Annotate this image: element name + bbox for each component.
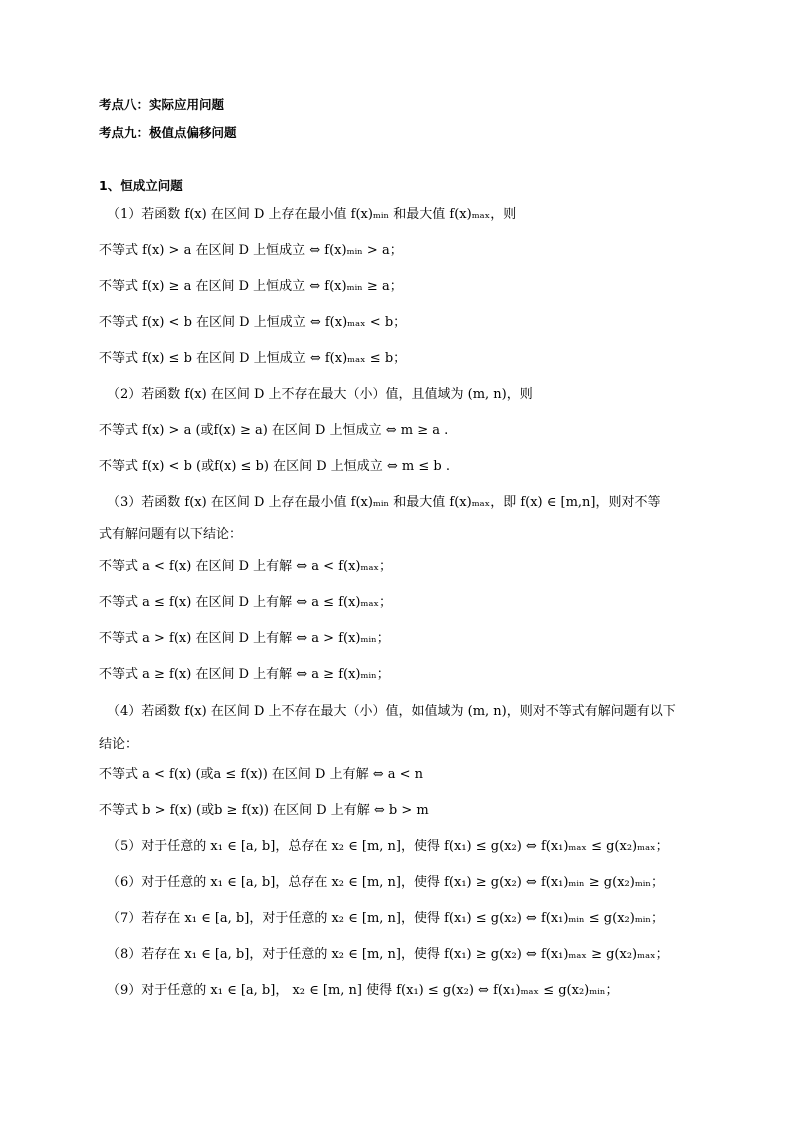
text-line: （3）若函数 f(x) 在区间 D 上存在最小值 f(x)ₘᵢₙ 和最大值 f(x)ₘₐₓ，即 f(x) ∈ [m,n]，则对不等	[107, 495, 661, 510]
text-line: 不等式 a ≤ f(x) 在区间 D 上有解 ⇔ a ≤ f(x)ₘₐₓ；	[99, 595, 392, 610]
text-line: 不等式 b > f(x) (或b ≥ f(x)) 在区间 D 上有解 ⇔ b > m	[99, 803, 429, 818]
heading-section-1: 1、恒成立问题	[99, 178, 183, 193]
text-line: 不等式 a < f(x) 在区间 D 上有解 ⇔ a < f(x)ₘₐₓ；	[99, 559, 392, 574]
text-line: （2）若函数 f(x) 在区间 D 上不存在最大（小）值，且值域为 (m, n)，则	[107, 387, 533, 402]
text-line: 不等式 f(x) < b 在区间 D 上恒成立 ⇔ f(x)ₘₐₓ < b；	[99, 315, 407, 330]
text-line: 不等式 f(x) ≤ b 在区间 D 上恒成立 ⇔ f(x)ₘₐₓ ≤ b；	[99, 351, 407, 366]
text-line: 不等式 f(x) ≥ a 在区间 D 上恒成立 ⇔ f(x)ₘᵢₙ ≥ a；	[99, 279, 403, 294]
text-line: 不等式 f(x) < b (或f(x) ≤ b) 在区间 D 上恒成立 ⇔ m ≤ b .	[99, 459, 450, 474]
text-line: （9）对于任意的 x₁ ∈ [a, b]， x₂ ∈ [m, n] 使得 f(x₁) ≤ g(x₂) ⇔ f(x₁)ₘₐₓ ≤ g(x₂)ₘᵢₙ；	[107, 983, 619, 998]
text-line: 不等式 f(x) > a 在区间 D 上恒成立 ⇔ f(x)ₘᵢₙ > a；	[99, 243, 403, 258]
text-line: （8）若存在 x₁ ∈ [a, b]，对于任意的 x₂ ∈ [m, n]，使得 f(x₁) ≥ g(x₂) ⇔ f(x₁)ₘₐₓ ≥ g(x₂)ₘₐₓ；	[107, 947, 669, 962]
text-line: （5）对于任意的 x₁ ∈ [a, b]，总存在 x₂ ∈ [m, n]，使得 f(x₁) ≤ g(x₂) ⇔ f(x₁)ₘₐₓ ≤ g(x₂)ₘₐₓ；	[107, 839, 669, 854]
text-line: 不等式 a ≥ f(x) 在区间 D 上有解 ⇔ a ≥ f(x)ₘᵢₙ；	[99, 667, 390, 682]
text-line: 不等式 a > f(x) 在区间 D 上有解 ⇔ a > f(x)ₘᵢₙ；	[99, 631, 390, 646]
text-line: 结论：	[99, 737, 139, 752]
text-line: （1）若函数 f(x) 在区间 D 上存在最小值 f(x)ₘᵢₙ 和最大值 f(x)ₘₐₓ，则	[107, 207, 517, 222]
text-line: 式有解问题有以下结论：	[99, 527, 243, 542]
text-line: 不等式 f(x) > a (或f(x) ≥ a) 在区间 D 上恒成立 ⇔ m ≥ a .	[99, 423, 449, 438]
text-line: （6）对于任意的 x₁ ∈ [a, b]，总存在 x₂ ∈ [m, n]，使得 f(x₁) ≥ g(x₂) ⇔ f(x₁)ₘᵢₙ ≥ g(x₂)ₘᵢₙ；	[107, 875, 665, 890]
heading-kaodian-8: 考点八：实际应用问题	[99, 97, 225, 112]
heading-kaodian-9: 考点九：极值点偏移问题	[99, 125, 237, 140]
text-line: （4）若函数 f(x) 在区间 D 上不存在最大（小）值，如值域为 (m, n)，则对不等式有解问题有以下	[107, 704, 676, 719]
text-line: 不等式 a < f(x) (或a ≤ f(x)) 在区间 D 上有解 ⇔ a < n	[99, 767, 424, 782]
text-line: （7）若存在 x₁ ∈ [a, b]，对于任意的 x₂ ∈ [m, n]，使得 f(x₁) ≤ g(x₂) ⇔ f(x₁)ₘᵢₙ ≤ g(x₂)ₘᵢₙ；	[107, 911, 665, 926]
